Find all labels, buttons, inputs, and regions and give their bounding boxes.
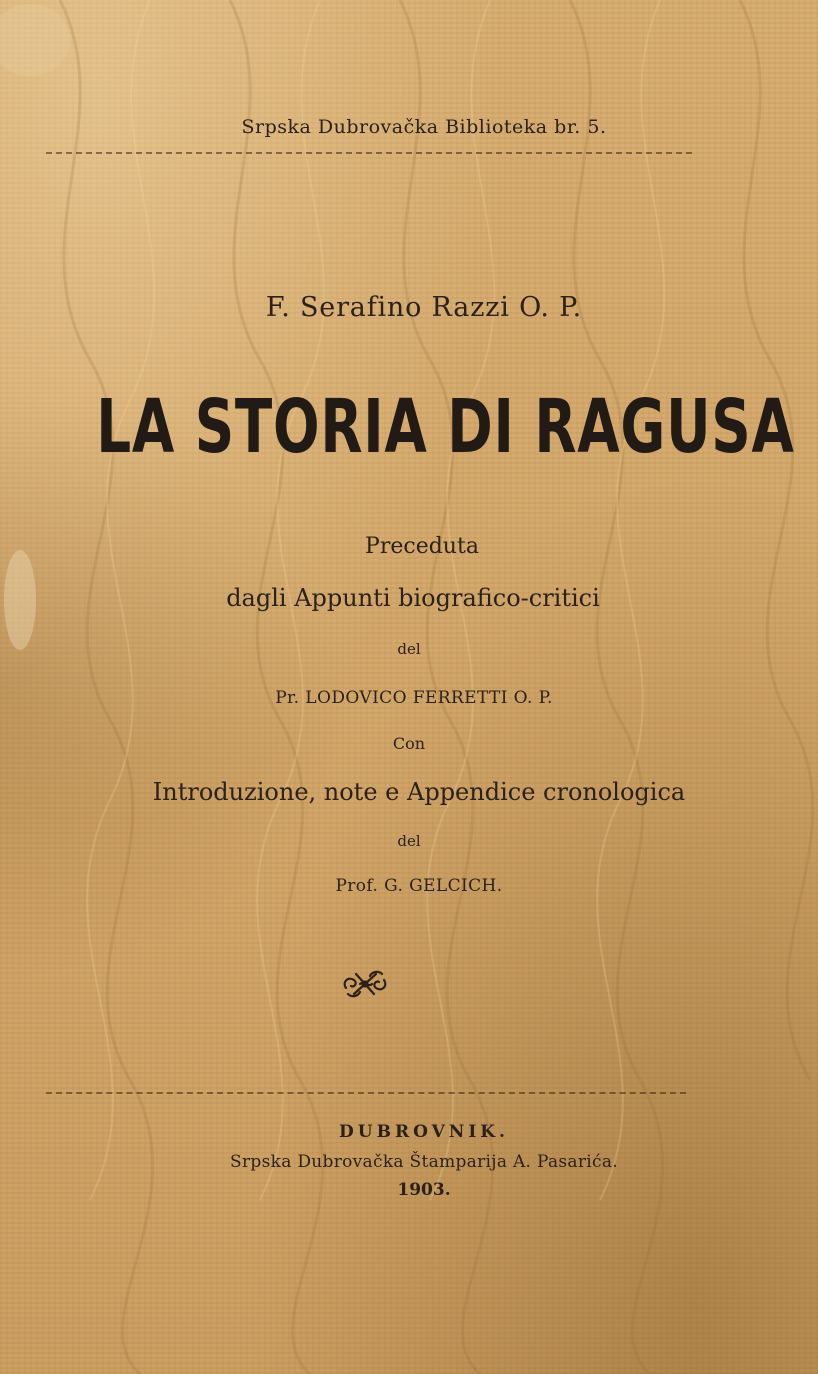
connector-con: Con — [392, 734, 426, 753]
author-name: F. Serafino Razzi O. P. — [265, 292, 583, 323]
imprint-printer: Srpska Dubrovačka Štamparija A. Pasarića. — [230, 1152, 618, 1172]
book-title: LA STORIA DI RAGUSA — [96, 384, 795, 470]
series-line: Srpska Dubrovačka Biblioteka br. 5. — [241, 116, 607, 138]
floral-ornament-icon — [340, 968, 390, 1000]
editor-ferretti: Pr. LODOVICO FERRETTI O. P. — [275, 688, 553, 708]
subtitle-appunti: dagli Appunti biografico-critici — [226, 584, 600, 612]
imprint-city: DUBROVNIK. — [339, 1122, 509, 1142]
subtitle-preceduta: Preceduta — [365, 534, 479, 559]
connector-del-2: del — [397, 832, 421, 850]
subtitle-introduzione: Introduzione, note e Appendice cronologica — [152, 778, 686, 806]
bottom-divider — [46, 1092, 686, 1094]
top-divider — [46, 152, 692, 154]
connector-del-1: del — [397, 640, 421, 658]
editor-gelcich: Prof. G. GELCICH. — [335, 876, 503, 896]
imprint-year: 1903. — [397, 1180, 451, 1200]
